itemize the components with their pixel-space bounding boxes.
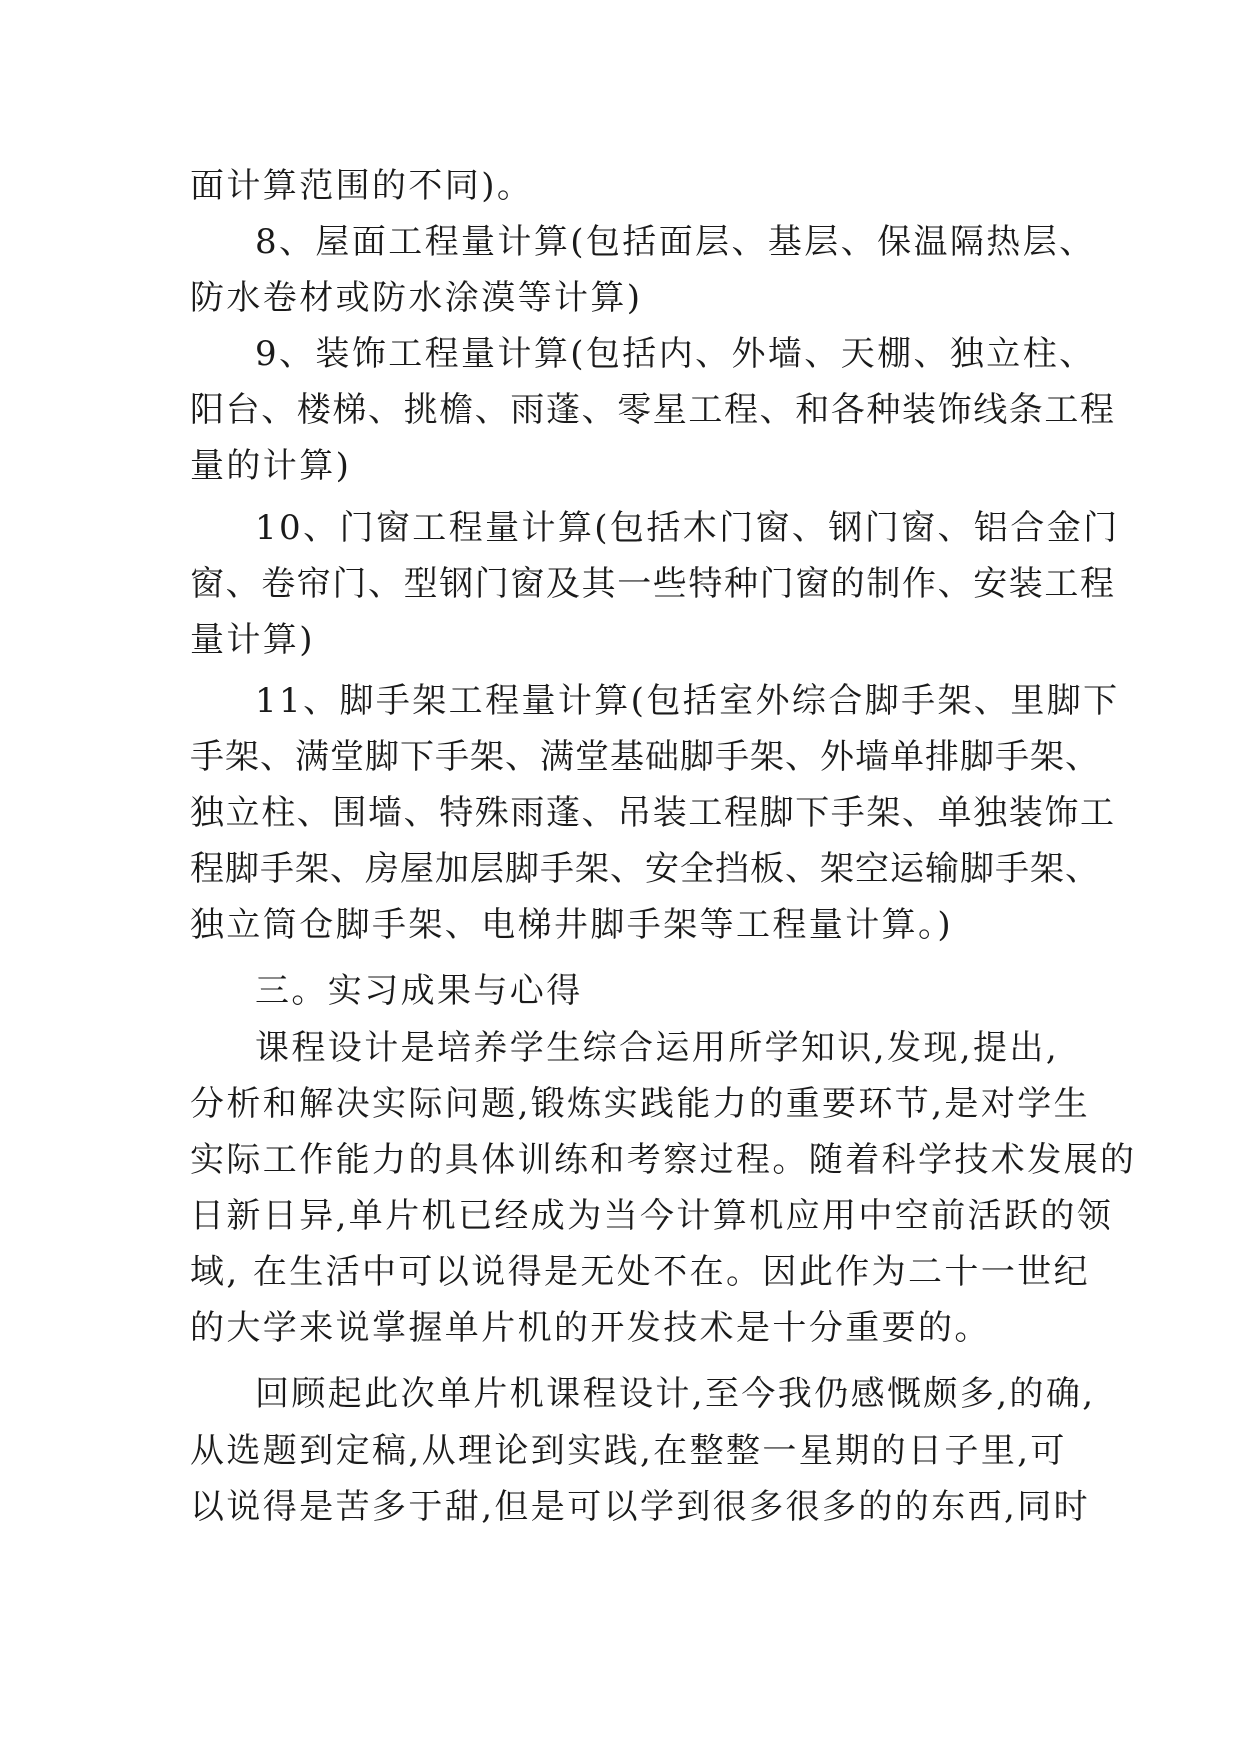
- text-line: 日新日异,单片机已经成为当今计算机应用中空前活跃的领: [190, 1196, 1114, 1236]
- text-line: 域, 在生活中可以说得是无处不在。因此作为二十一世纪: [190, 1252, 1091, 1292]
- text-line: 分析和解决实际问题,锻炼实践能力的重要环节,是对学生: [190, 1084, 1091, 1124]
- text-line: 9、装饰工程量计算(包括内、外墙、天棚、独立柱、: [255, 334, 1096, 374]
- text-line: 独立筒仓脚手架、电梯井脚手架等工程量计算。): [190, 905, 954, 945]
- text-line: 阳台、楼梯、挑檐、雨蓬、零星工程、和各种装饰线条工程: [190, 390, 1116, 430]
- text-line: 量的计算): [190, 446, 352, 486]
- text-line: 窗、卷帘门、型钢门窗及其一些特种门窗的制作、安装工程: [190, 564, 1116, 604]
- text-line: 以说得是苦多于甜,但是可以学到很多很多的的东西,同时: [190, 1487, 1091, 1527]
- text-line: 课程设计是培养学生综合运用所学知识,发现,提出,: [255, 1028, 1060, 1068]
- text-line: 10、门窗工程量计算(包括木门窗、钢门窗、铝合金门: [255, 508, 1120, 548]
- text-line: 回顾起此次单片机课程设计,至今我仍感慨颇多,的确,: [255, 1374, 1096, 1414]
- section-heading: 三。实习成果与心得: [255, 971, 583, 1011]
- text-line: 的大学来说掌握单片机的开发技术是十分重要的。: [190, 1308, 991, 1348]
- text-line: 11、脚手架工程量计算(包括室外综合脚手架、里脚下: [255, 681, 1120, 721]
- text-line: 面计算范围的不同)。: [190, 166, 534, 206]
- text-line: 程脚手架、房屋加层脚手架、安全挡板、架空运输脚手架、: [190, 849, 1100, 889]
- text-line: 实际工作能力的具体训练和考察过程。随着科学技术发展的: [190, 1140, 1137, 1180]
- text-line: 防水卷材或防水涂漠等计算): [190, 278, 643, 318]
- text-line: 量计算): [190, 620, 315, 660]
- text-line: 从选题到定稿,从理论到实践,在整整一星期的日子里,可: [190, 1431, 1067, 1471]
- text-line: 独立柱、围墙、特殊雨蓬、吊装工程脚下手架、单独装饰工: [190, 793, 1116, 833]
- text-line: 手架、满堂脚下手架、满堂基础脚手架、外墙单排脚手架、: [190, 737, 1100, 777]
- text-line: 8、屋面工程量计算(包括面层、基层、保温隔热层、: [255, 222, 1096, 262]
